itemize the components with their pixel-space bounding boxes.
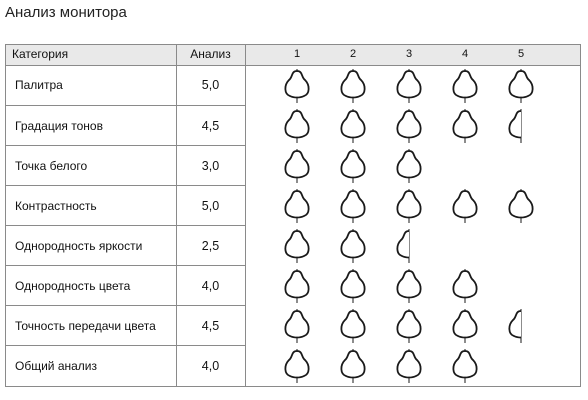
rating-mark-full (397, 71, 420, 98)
header-score: Анализ (190, 47, 231, 61)
row-category: Общий анализ (15, 359, 98, 373)
scale-tick-5: 5 (517, 48, 525, 60)
row-category: Градация тонов (15, 119, 103, 133)
rating-mark-half (509, 111, 532, 138)
rating-mark-half (397, 231, 420, 258)
rating-mark-full (341, 191, 364, 218)
row-score: 5,0 (201, 199, 220, 213)
row-category: Однородность яркости (15, 239, 143, 253)
row-score: 5,0 (201, 78, 220, 92)
row-score: 4,5 (201, 319, 220, 333)
row-category: Контрастность (15, 199, 97, 213)
rating-mark-full (453, 191, 476, 218)
row-score: 4,0 (201, 359, 220, 373)
rating-mark-full (509, 191, 532, 218)
rating-mark-full (397, 351, 420, 378)
rating-mark-full (285, 351, 308, 378)
rating-mark-full (453, 311, 476, 338)
rating-mark-full (397, 151, 420, 178)
row-score: 4,5 (201, 119, 220, 133)
rating-mark-full (397, 311, 420, 338)
rating-mark-full (285, 151, 308, 178)
rating-mark-full (341, 151, 364, 178)
rating-mark-full (285, 191, 308, 218)
row-category: Однородность цвета (15, 279, 131, 293)
rating-mark-full (509, 71, 532, 98)
row-category: Точка белого (15, 159, 88, 173)
rating-mark-full (341, 111, 364, 138)
rating-mark-full (341, 231, 364, 258)
rating-mark-full (453, 111, 476, 138)
rating-mark-full (397, 191, 420, 218)
rating-mark-half (509, 311, 532, 338)
rating-mark-full (397, 271, 420, 298)
rating-mark-full (285, 311, 308, 338)
rating-mark-full (285, 71, 308, 98)
scale-tick-4: 4 (461, 48, 469, 60)
scale-tick-2: 2 (349, 48, 357, 60)
rating-mark-full (285, 111, 308, 138)
rating-mark-full (341, 311, 364, 338)
rating-mark-full (341, 271, 364, 298)
row-score: 4,0 (201, 279, 220, 293)
rating-mark-full (285, 231, 308, 258)
rating-table (5, 44, 581, 387)
rating-mark-full (285, 271, 308, 298)
rating-mark-full (397, 111, 420, 138)
row-category: Палитра (15, 78, 63, 92)
page-title: Анализ монитора (5, 4, 127, 21)
rating-mark-full (453, 351, 476, 378)
scale-tick-3: 3 (405, 48, 413, 60)
rating-marks (6, 45, 580, 386)
rating-mark-full (341, 71, 364, 98)
row-category: Точность передачи цвета (15, 319, 156, 333)
rating-mark-full (341, 351, 364, 378)
rating-mark-full (453, 271, 476, 298)
rating-mark-full (453, 71, 476, 98)
row-score: 3,0 (201, 159, 220, 173)
row-score: 2,5 (201, 239, 220, 253)
scale-tick-1: 1 (293, 48, 301, 60)
header-category: Категория (12, 47, 69, 61)
